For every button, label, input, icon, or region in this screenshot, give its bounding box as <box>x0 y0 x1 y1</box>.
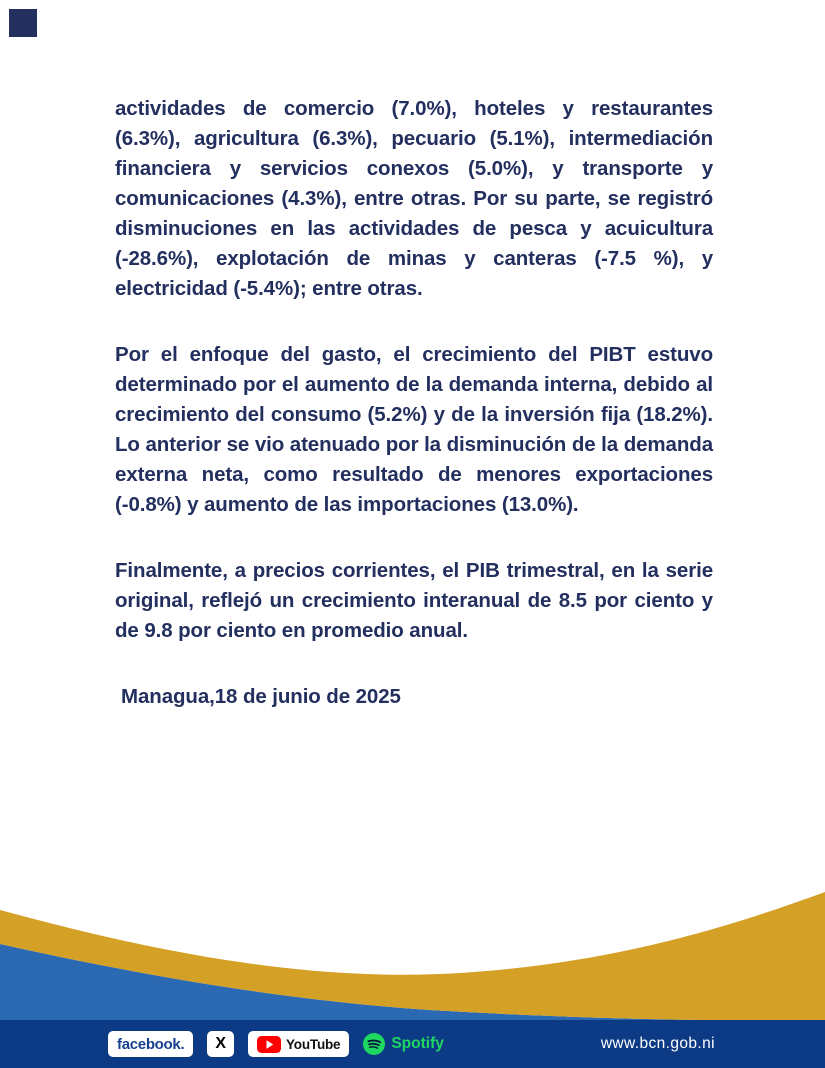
x-icon: X <box>215 1035 226 1052</box>
footer-bar <box>0 1020 825 1068</box>
paragraph: actividades de comercio (7.0%), hoteles y restaurantes (6.3%), agricultura (6.3%), pecuario (5.1%), intermediación financiera y servicios conexos (5.0%), y transporte y comunicaciones (4.3%), entre otras. Por su parte, se registró disminuciones en las actividades de pesca y acuicultura (-28.6%), explotación de minas y canteras (-7.5 %), y electricidad (-5.4%); entre otras. <box>115 97 713 300</box>
facebook-link[interactable] <box>108 1031 193 1057</box>
x-link[interactable] <box>207 1031 234 1057</box>
corner-mark <box>9 9 37 37</box>
spotify-label: Spotify <box>391 1035 444 1052</box>
website-link[interactable]: www.bcn.gob.ni <box>600 1035 715 1052</box>
social-links <box>108 1031 444 1057</box>
facebook-icon: facebook. <box>117 1035 185 1053</box>
youtube-link[interactable] <box>248 1031 349 1057</box>
document-body <box>115 94 713 748</box>
youtube-play-icon <box>257 1036 281 1053</box>
youtube-label: YouTube <box>286 1036 341 1052</box>
spotify-link[interactable] <box>363 1033 444 1055</box>
paragraph: Por el enfoque del gasto, el crecimiento del PIBT estuvo determinado por el aumento de la demanda interna, debido al crecimiento del consumo (5.2%) y de la inversión fija (18.2%). Lo anterior se vio atenuado por la disminución de la demanda externa neta, como resultado de menores exportaciones (-0.8%) y aumento de las importaciones (13.0%). <box>115 343 713 516</box>
spotify-icon <box>363 1033 385 1055</box>
dateline: Managua,18 de junio de 2025 <box>121 685 401 708</box>
paragraph: Finalmente, a precios corrientes, el PIB trimestral, en la serie original, reflejó un crecimiento interanual de 8.5 por ciento y de 9.8 por ciento en promedio anual. <box>115 559 713 642</box>
